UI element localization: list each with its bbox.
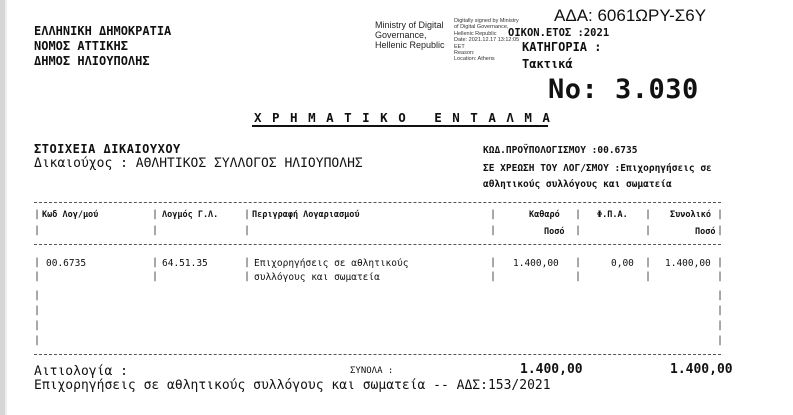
header-total-amount-2: Ποσό — [695, 227, 716, 237]
total-gross-amount: 1.400,00 — [670, 362, 733, 377]
col-divider: | — [575, 225, 582, 236]
col-divider: | — [152, 209, 159, 220]
category-label: ΚΑΤΗΓΟΡΙΑ : — [522, 40, 602, 54]
totals-label: ΣΥΝΟΛΑ : — [350, 366, 394, 376]
col-divider: | — [490, 209, 497, 220]
beneficiary-heading: ΣΤΟΙΧΕΙΑ ΔΙΚΑΙΟΥΧΟΥ — [34, 142, 181, 156]
signature-details: Digitally signed by Ministry of Digital Governance, Hellenic Republic Date: 2021.12.17 13:12:05 EET Reason: Location: Athens — [454, 18, 520, 63]
category-value: Τακτικά — [522, 57, 573, 71]
header-description: Περιγραφή Λογαριασμού — [252, 210, 360, 220]
col-divider: | — [34, 209, 41, 220]
col-divider: | — [645, 209, 652, 220]
debit-account: ΣΕ ΧΡΕΩΣΗ ΤΟΥ ΛΟΓ/ΣΜΟΥ :Επιχορηγήσεις σε αθλητικούς συλλόγους και σωματεία — [483, 163, 712, 190]
header-gl-account: Λογμός Γ.Λ. — [162, 210, 219, 220]
authority-line-3: ΔΗΜΟΣ ΗΛΙΟΥΠΟΛΗΣ — [34, 54, 150, 68]
row-gl-account: 64.51.35 — [162, 258, 208, 269]
row-account-code: 00.6735 — [46, 258, 87, 269]
document-title: ΧΡΗΜΑΤΙΚΟ ΕΝΤΑΛΜΑ — [254, 110, 561, 125]
ada-code: ΑΔΑ: 6061ΩΡΥ-Σ6Υ — [554, 6, 707, 25]
col-divider: | — [717, 225, 724, 236]
header-total-amount: Συνολικό — [670, 210, 711, 220]
col-divider: | — [152, 225, 159, 236]
row-vat: 0,00 — [611, 258, 634, 269]
col-divider: | — [645, 225, 652, 236]
row-total-amount: 1.400,00 — [665, 258, 711, 269]
signature-org: Ministry of Digital Governance, Hellenic Republic — [375, 20, 445, 50]
beneficiary-name: Δικαιούχος : ΑΘΛΗΤΙΚΟΣ ΣΥΛΛΟΓΟΣ ΗΛΙΟΥΠΟΛΗΣ — [34, 156, 363, 171]
budget-code: ΚΩΔ.ΠΡΟΫΠΟΛΟΓΙΣΜΟΥ :00.6735 — [483, 145, 638, 156]
authority-line-1: ΕΛΛΗΝΙΚΗ ΔΗΜΟΚΡΑΤΙΑ — [34, 24, 172, 38]
col-divider: | — [575, 209, 582, 220]
title-underline — [252, 125, 548, 127]
authority-line-2: ΝΟΜΟΣ ΑΤΤΙΚΗΣ — [34, 39, 128, 53]
issuing-authority — [34, 24, 171, 69]
col-divider: | — [244, 209, 251, 220]
total-net-amount: 1.400,00 — [520, 362, 583, 377]
row-description-2: συλλόγους και σωματεία — [254, 272, 380, 283]
header-net-amount: Καθαρό — [529, 210, 560, 220]
header-account-code: Κωδ Λογ/μού — [42, 210, 99, 220]
table-bottom-rule — [34, 354, 721, 355]
col-divider: | — [244, 225, 251, 236]
page-edge-shadow-inner — [5, 0, 7, 415]
table-top-rule — [34, 202, 721, 203]
row-net-amount: 1.400,00 — [513, 258, 559, 269]
col-divider: | — [34, 225, 41, 236]
justification-label: Αιτιολογία : — [34, 364, 128, 379]
row-description-1: Επιχορηγήσεις σε αθλητικούς — [254, 258, 409, 269]
col-divider: | — [490, 225, 497, 236]
header-net-amount-2: Ποσό — [544, 227, 565, 237]
header-vat: Φ.Π.Α. — [597, 210, 628, 220]
fiscal-year: ΟΙΚΟΝ.ΕΤΟΣ :2021 — [508, 27, 610, 39]
justification-text: Επιχορηγήσεις σε αθλητικούς συλλόγους και σωματεία -- ΑΔΣ:153/2021 — [34, 378, 551, 393]
col-divider: | — [717, 209, 724, 220]
warrant-number: No: 3.030 — [548, 74, 699, 105]
table-header-rule — [34, 244, 721, 245]
